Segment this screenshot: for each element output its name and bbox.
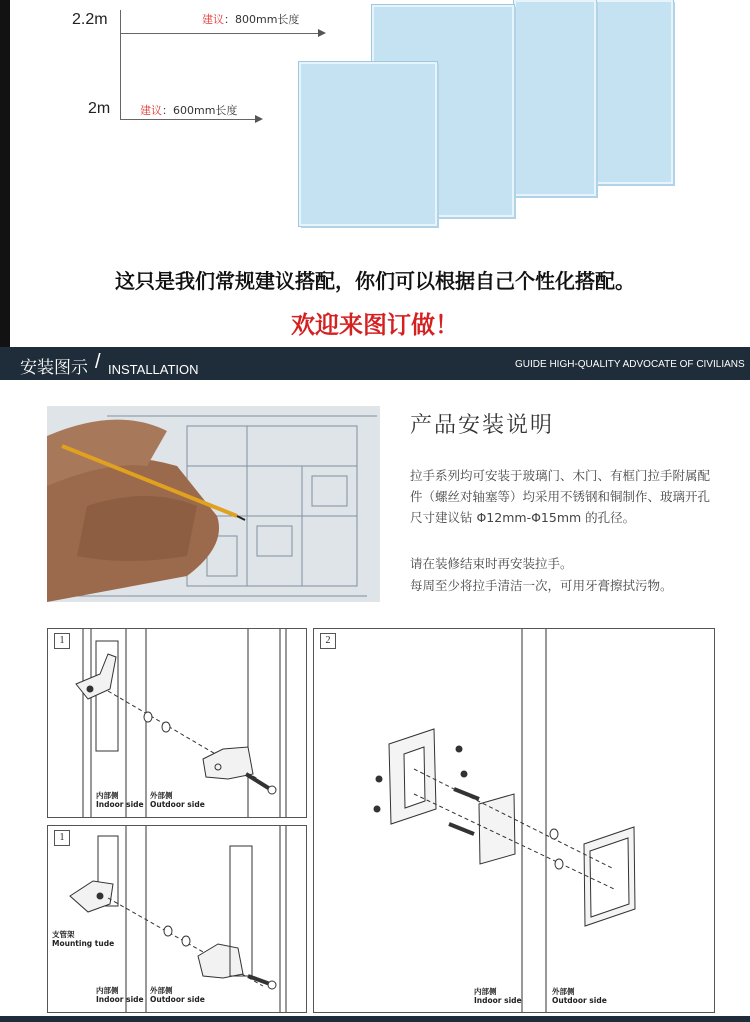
- step-number: 1: [54, 830, 70, 846]
- suggestion-label: 建议: [140, 104, 162, 117]
- install-diagram-1b: [47, 825, 307, 1013]
- suggestion-text: ：800mm长度: [224, 13, 300, 26]
- indoor-cn: 内部侧: [96, 791, 119, 800]
- outdoor-en: Outdoor side: [552, 996, 607, 1005]
- tagline: 这只是我们常规建议搭配，你们可以根据自己个性化搭配。: [115, 269, 635, 293]
- blueprint-photo: [47, 406, 380, 602]
- indoor-en: Indoor side: [474, 996, 522, 1005]
- instruction-line-3: 每周至少将拉手清洁一次，可用牙膏擦拭污物。: [410, 578, 673, 593]
- mounting-tube-label: [52, 930, 114, 948]
- outdoor-cn: 外部侧: [150, 986, 173, 995]
- arrow-line-800: [120, 33, 318, 34]
- custom-order-cta: 欢迎来图订做！: [291, 311, 459, 339]
- outdoor-side-label: [150, 791, 205, 809]
- blueprint-drawing-icon: [47, 406, 380, 602]
- arrowhead-icon: [255, 115, 263, 123]
- installation-header: [0, 347, 750, 380]
- glass-panel-3: [514, 0, 596, 196]
- suggestion-label: 建议: [202, 13, 224, 26]
- height-label-2-2m: 2.2m: [72, 11, 108, 28]
- step-number: 2: [320, 633, 336, 649]
- indoor-side-label: [474, 987, 522, 1005]
- footer-bar: [0, 1016, 750, 1022]
- install-diagram-1a: [47, 628, 307, 818]
- indoor-side-label: [96, 791, 144, 809]
- indoor-en: Indoor side: [96, 800, 144, 809]
- arrow-line-600: [120, 119, 255, 120]
- instruction-line-2: 请在装修结束时再安装拉手。: [410, 556, 573, 571]
- suggestion-800: [202, 11, 299, 27]
- suggestion-text: ：600mm长度: [162, 104, 238, 117]
- indoor-side-label: [96, 986, 144, 1004]
- header-slogan: GUIDE HIGH-QUALITY ADVOCATE OF CIVILIANS: [515, 359, 745, 370]
- handle-mount-drawing-icon: [48, 629, 306, 817]
- outdoor-en: Outdoor side: [150, 995, 205, 1004]
- section-title: 安装图示: [20, 358, 88, 378]
- outdoor-cn: 外部侧: [150, 791, 173, 800]
- square-handle-drawing-icon: [314, 629, 714, 1012]
- instructions-heading: 产品安装说明: [410, 413, 555, 438]
- outdoor-cn: 外部侧: [552, 987, 575, 996]
- indoor-en: Indoor side: [96, 995, 144, 1004]
- indoor-cn: 内部侧: [96, 986, 119, 995]
- tube-mount-drawing-icon: [48, 826, 306, 1012]
- title-slash: /: [95, 351, 101, 373]
- outdoor-side-label: [150, 986, 205, 1004]
- install-diagram-2: [313, 628, 715, 1013]
- left-dark-strip: [0, 0, 10, 347]
- section-subtitle: INSTALLATION: [108, 362, 199, 377]
- tube-cn: 支管架: [52, 930, 75, 939]
- size-chart-section: [0, 0, 750, 347]
- vertical-axis: [120, 10, 121, 120]
- indoor-cn: 内部侧: [474, 987, 497, 996]
- tube-en: Mounting tude: [52, 939, 115, 948]
- outdoor-en: Outdoor side: [150, 800, 205, 809]
- arrowhead-icon: [318, 29, 326, 37]
- height-label-2m: 2m: [88, 100, 111, 117]
- step-number: 1: [54, 633, 70, 649]
- glass-panel-1: [299, 62, 437, 226]
- suggestion-600: [140, 102, 237, 118]
- glass-panel-4: [593, 0, 673, 184]
- outdoor-side-label: [552, 987, 607, 1005]
- instruction-line-1: 拉手系列均可安装于玻璃门、木门、有框门拉手附属配件（螺丝对轴塞等）均采用不锈钢和铜制作、玻璃开孔尺寸建议钻 Φ12mm-Φ15mm 的孔径。: [410, 468, 711, 525]
